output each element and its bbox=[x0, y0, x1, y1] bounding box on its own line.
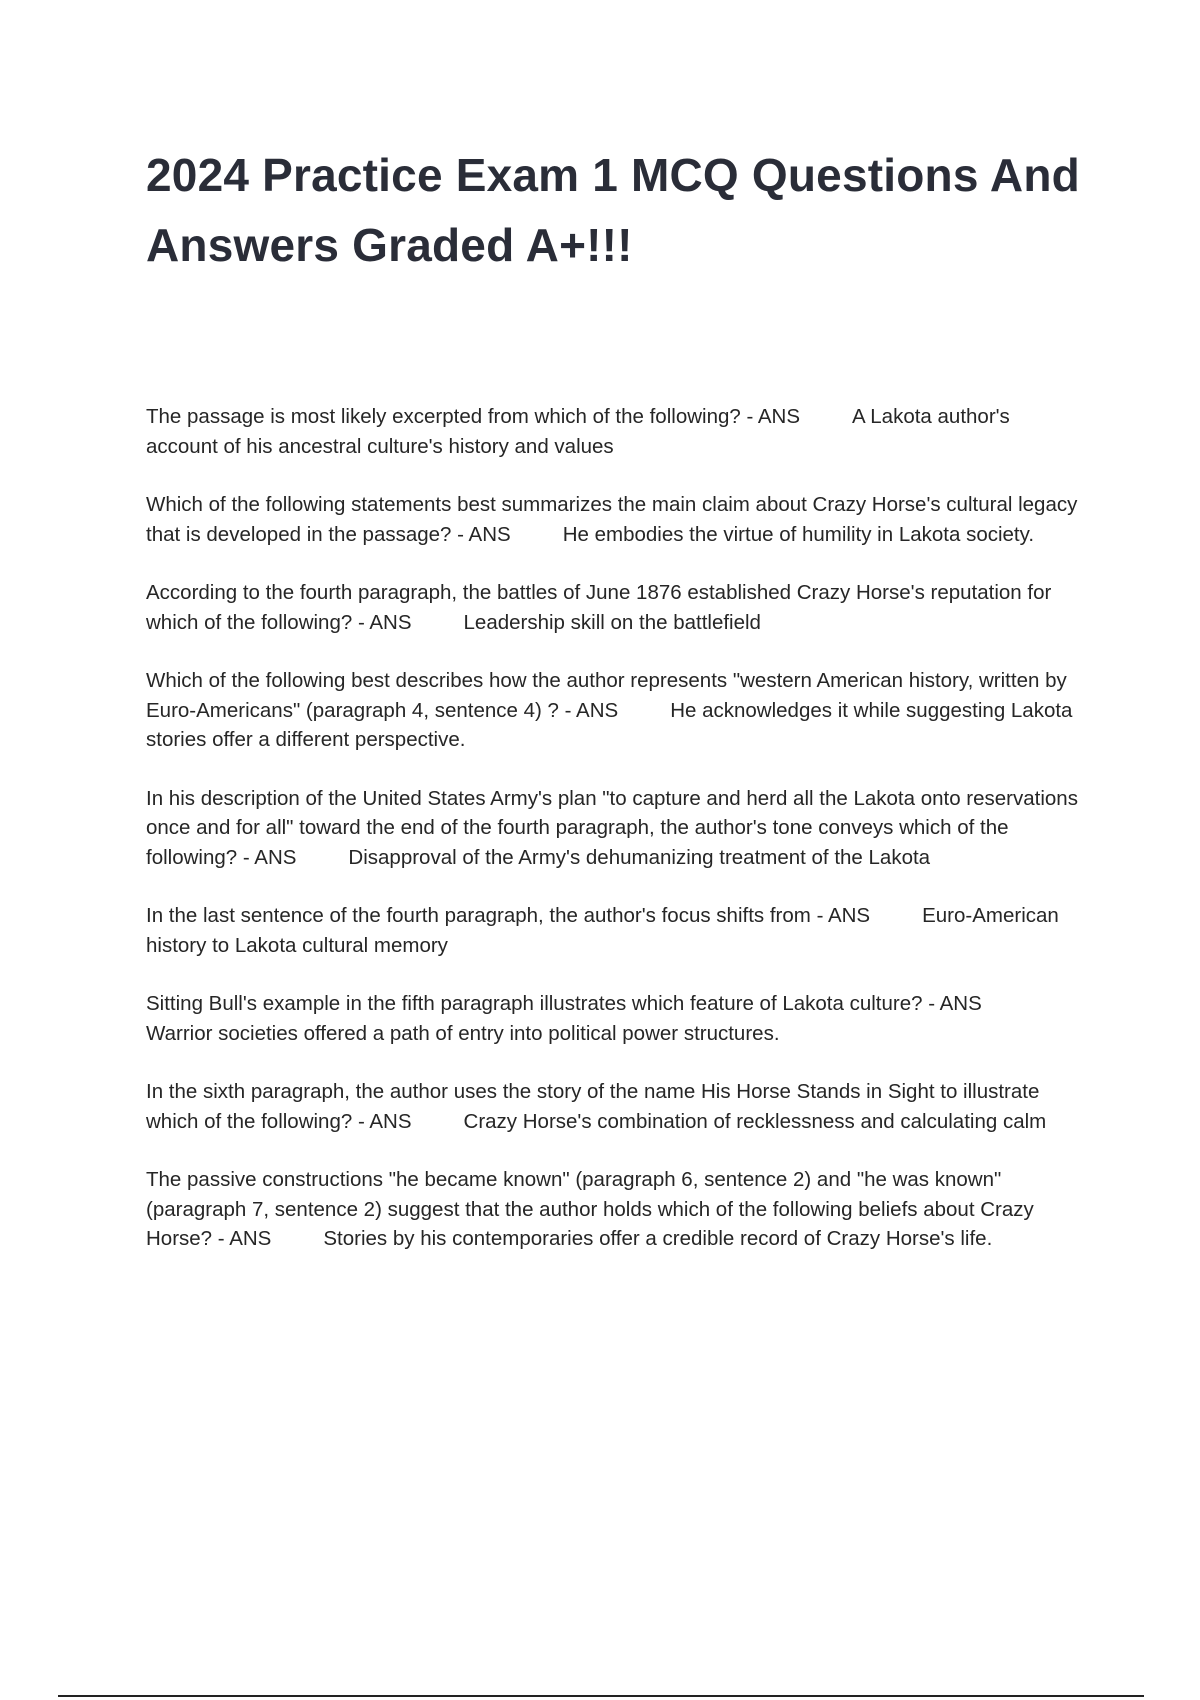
footer-divider bbox=[58, 1695, 1144, 1697]
question-text: The passive constructions "he became known" (paragraph 6, sentence 2) and "he was known" (paragraph 7, sentence 2) suggest that the author holds which of the following beliefs about Crazy Horse? bbox=[146, 1168, 1034, 1250]
answer-marker: - ANS bbox=[242, 845, 297, 869]
answer-text: Warrior societies offered a path of entry into political power structures. bbox=[146, 1021, 780, 1045]
answer-marker: - ANS bbox=[816, 904, 871, 927]
qa-item bbox=[146, 989, 1086, 1048]
answer-marker: - ANS bbox=[357, 610, 412, 634]
qa-item bbox=[146, 490, 1086, 549]
answer-marker: - ANS bbox=[746, 405, 801, 428]
qa-item bbox=[146, 402, 1086, 461]
question-text: In the sixth paragraph, the author uses the story of the name His Horse Stands in Sight to illustrate which of the following? bbox=[146, 1080, 1040, 1133]
qa-list bbox=[146, 402, 1086, 1283]
answer-marker: - ANS bbox=[217, 1227, 272, 1250]
qa-item bbox=[146, 1165, 1086, 1254]
question-text: Sitting Bull's example in the fifth paragraph illustrates which feature of Lakota culture? bbox=[146, 992, 923, 1015]
answer-text: Euro-American history to Lakota cultural memory bbox=[146, 904, 1059, 957]
answer-text: Leadership skill on the battlefield bbox=[463, 610, 761, 634]
question-text: Which of the following statements best summarizes the main claim about Crazy Horse's cultural legacy that is developed in the passage? bbox=[146, 493, 1078, 546]
answer-marker: - ANS bbox=[564, 698, 619, 722]
answer-text: Crazy Horse's combination of recklessness and calculating calm bbox=[463, 1109, 1047, 1133]
question-text: The passage is most likely excerpted from which of the following? bbox=[146, 405, 741, 428]
answer-text: He embodies the virtue of humility in Lakota society. bbox=[562, 522, 1035, 546]
qa-item bbox=[146, 784, 1086, 873]
question-text: In the last sentence of the fourth paragraph, the author's focus shifts from bbox=[146, 904, 811, 927]
qa-item bbox=[146, 901, 1086, 960]
question-text: In his description of the United States Army's plan "to capture and herd all the Lakota onto reservations once and for all" toward the end of the fourth paragraph, the author's tone conveys which of the following? bbox=[146, 786, 1078, 869]
answer-marker: - ANS bbox=[457, 522, 511, 546]
answer-text: Stories by his contemporaries offer a credible record of Crazy Horse's life. bbox=[323, 1227, 993, 1250]
question-text: According to the fourth paragraph, the battles of June 1876 established Crazy Horse's reputation for which of the following? bbox=[146, 581, 1052, 634]
qa-item bbox=[146, 578, 1086, 637]
page-title: 2024 Practice Exam 1 MCQ Questions And Answers Graded A+!!! bbox=[146, 149, 1080, 271]
answer-text: Disapproval of the Army's dehumanizing treatment of the Lakota bbox=[348, 845, 931, 869]
question-text: Which of the following best describes how the author represents "western American history, written by Euro-Americans" (paragraph 4, sentence 4) ? bbox=[146, 669, 1067, 722]
qa-item bbox=[146, 1077, 1086, 1136]
qa-item bbox=[146, 666, 1086, 755]
answer-marker: - ANS bbox=[357, 1109, 412, 1133]
answer-marker: - ANS bbox=[928, 992, 982, 1015]
answer-text: A Lakota author's account of his ancestral culture's history and values bbox=[146, 405, 1010, 458]
answer-text: He acknowledges it while suggesting Lakota stories offer a different perspective. bbox=[146, 698, 1073, 751]
